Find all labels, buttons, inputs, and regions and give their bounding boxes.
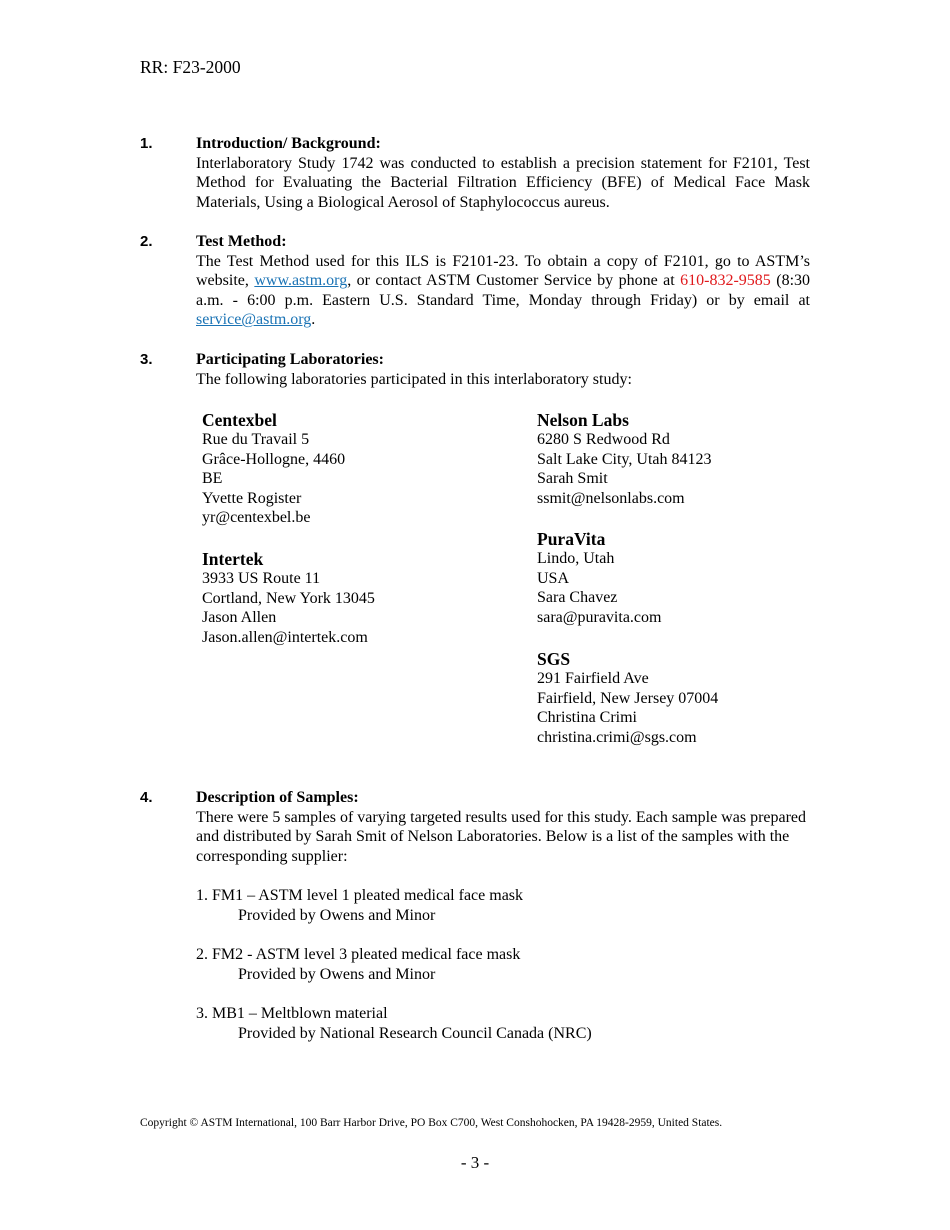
lab-line: Cortland, New York 13045 (202, 589, 375, 607)
lab-line: Christina Crimi (537, 709, 637, 727)
lab-line: 6280 S Redwood Rd (537, 431, 670, 448)
lab-line: ssmit@nelsonlabs.com (537, 489, 685, 507)
lab-name: Intertek (202, 549, 264, 569)
lab-line: Sara Chavez (537, 589, 618, 607)
section-3-text: The following laboratories participated in this interlaboratory study: (196, 370, 632, 388)
section-1 (196, 134, 810, 212)
lab-line: Fairfield, New Jersey 07004 (537, 689, 719, 707)
lab-line: Lindo, Utah (537, 550, 615, 567)
lab-line: USA (537, 569, 570, 587)
section-2-text-b: , or contact ASTM Customer Service by phone at (347, 272, 681, 290)
lab-intertek (202, 549, 375, 647)
lab-line: yr@centexbel.be (202, 509, 311, 527)
section-2-text-a: The Test Method used for this ILS is F2101-23. To obtain a copy of F2101, go to ASTM’s website, (196, 252, 810, 290)
lab-line: christina.crimi@sgs.com (537, 728, 697, 746)
sample-provider: Provided by Owens and Minor (238, 906, 436, 924)
section-2-text-d: . (311, 311, 316, 329)
lab-name: PuraVita (537, 529, 606, 549)
sample-item-1 (196, 886, 523, 925)
lab-line: Jason.allen@intertek.com (202, 628, 368, 646)
section-1-title: Introduction/ Background: (196, 135, 381, 152)
section-2-text (196, 252, 810, 330)
section-4-title: Description of Samples: (196, 789, 359, 806)
lab-name: SGS (537, 649, 571, 669)
section-1-text: Interlaboratory Study 1742 was conducted to establish a precision statement for F2101, Test Method for Evaluating the Bacterial Filtration Efficiency (BFE) of Medical Face Mask Materials, Using a Biological Aerosol of Staphylococcus aureus. (196, 154, 810, 211)
sample-provider: Provided by Owens and Minor (238, 965, 436, 983)
service-email-link[interactable]: service@astm.org (196, 311, 312, 329)
lab-line: Grâce-Hollogne, 4460 (202, 450, 346, 468)
page-number: - 3 - (460, 1153, 490, 1172)
lab-nelson-labs (537, 410, 712, 508)
section-3-number: 3. (140, 351, 153, 368)
sample-name: 3. MB1 – Meltblown material (196, 1005, 388, 1022)
sample-name: 2. FM2 - ASTM level 3 pleated medical face mask (196, 946, 521, 963)
section-4-number: 4. (140, 789, 153, 806)
lab-line: Jason Allen (202, 609, 277, 627)
lab-line: Rue du Travail 5 (202, 431, 310, 448)
lab-sgs (537, 649, 718, 747)
lab-line: Sarah Smit (537, 470, 608, 488)
section-2-text-c: (8:30 a.m. - 6:00 p.m. Eastern U.S. Standard Time, Monday through Friday) or by email at (196, 272, 811, 309)
section-4-text: There were 5 samples of varying targeted results used for this study. Each sample was prepared and distributed by Sarah Smit of Nelson Laboratories. Below is a list of the samples with the corresponding supplier: (196, 808, 807, 865)
sample-item-2 (196, 945, 520, 984)
lab-line: Salt Lake City, Utah 84123 (537, 450, 712, 468)
section-4 (196, 788, 810, 866)
lab-puravita (537, 529, 661, 627)
section-2 (196, 232, 810, 330)
lab-centexbel (202, 410, 345, 528)
section-1-number: 1. (140, 135, 153, 152)
section-2-number: 2. (140, 233, 153, 250)
astm-website-link[interactable]: www.astm.org (254, 272, 348, 290)
section-3 (196, 350, 810, 389)
sample-name: 1. FM1 – ASTM level 1 pleated medical face mask (196, 887, 524, 904)
copyright-footer: Copyright © ASTM International, 100 Barr Harbor Drive, PO Box C700, West Conshohocken, PA 19428-2959, United States. (140, 1117, 723, 1129)
lab-line: 3933 US Route 11 (202, 570, 321, 587)
sample-provider: Provided by National Research Council Canada (NRC) (238, 1024, 592, 1042)
section-2-title: Test Method: (196, 233, 287, 250)
section-3-title: Participating Laboratories: (196, 351, 384, 368)
document-header: RR: F23-2000 (140, 57, 241, 77)
lab-line: sara@puravita.com (537, 608, 662, 626)
sample-item-3 (196, 1004, 592, 1043)
lab-line: 291 Fairfield Ave (537, 670, 649, 687)
lab-name: Centexbel (202, 410, 277, 430)
lab-line: Yvette Rogister (202, 489, 302, 507)
lab-line: BE (202, 470, 223, 488)
customer-service-phone: 610-832-9585 (680, 272, 771, 290)
lab-name: Nelson Labs (537, 410, 629, 430)
